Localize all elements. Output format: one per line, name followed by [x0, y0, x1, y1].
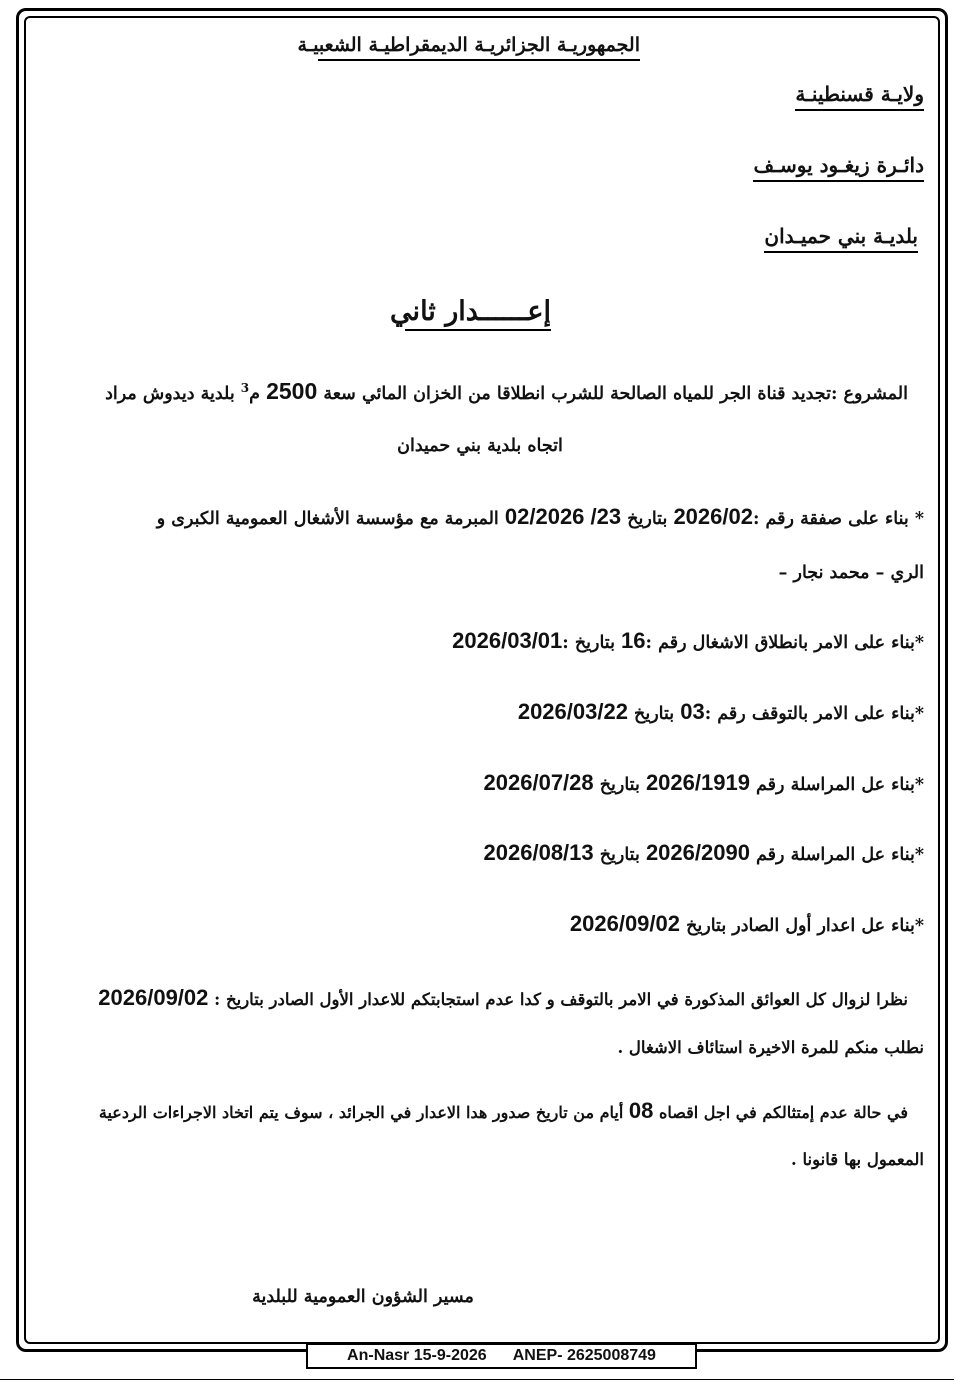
start-number: 16	[621, 628, 646, 653]
notice-date: 2026/09/02	[569, 911, 680, 936]
footer-paper: An-Nasr 15-9-2026	[347, 1347, 487, 1364]
inner-border	[24, 16, 940, 1344]
stop-date: 2026/03/22	[517, 699, 628, 724]
stop-order-line	[518, 699, 924, 725]
corr1-date-label: بتاريخ	[599, 775, 640, 795]
corr2-prefix: *بناء عل المراسلة رقم	[756, 845, 924, 865]
deal-suffix: المبرمة مع مؤسسة الأشغال العمومية الكبرى و	[156, 509, 499, 529]
deal-line-2: الري – محمد نجار –	[778, 563, 924, 583]
wilaya-header: ولايـة قسنطينـة	[795, 82, 924, 111]
stop-prefix: *بناء على الامر بالتوقف رقم :	[704, 704, 924, 724]
para2-days: 08	[628, 1098, 654, 1123]
footer-rule	[0, 1379, 954, 1380]
notice-prefix: *بناء عل اعدار أول الصادر بتاريخ	[686, 916, 924, 936]
paragraph-2-line-2: المعمول بها قانونا .	[790, 1150, 924, 1169]
project-capacity: 2500	[266, 378, 318, 404]
commune-header: بلديـة بني حميـدان	[764, 224, 918, 253]
stop-date-label: بتاريخ	[634, 704, 675, 724]
project-line-1	[105, 378, 908, 405]
project-description: تجديد قناة الجر للمياه الصالحة للشرب انطلاقا من الخزان المائي سعة	[323, 384, 831, 404]
deal-date: 23/ 02/2026	[504, 504, 622, 529]
project-unit: م	[249, 384, 260, 404]
correspondence-1-line	[484, 770, 924, 796]
corr2-date-label: بتاريخ	[599, 845, 640, 865]
paragraph-1-line-2: نطلب منكم للمرة الاخيرة استائاف الاشغال .	[617, 1038, 924, 1057]
project-unit-sup: 3	[240, 381, 250, 396]
para1-date: 2026/09/02	[98, 985, 209, 1010]
corr2-number: 2026/2090	[645, 840, 750, 865]
daira-header: دائـرة زيغـود يوسـف	[753, 153, 924, 182]
para2-text-a: في حالة عدم إمتثالكم في اجل اقصاه	[658, 1103, 908, 1122]
footer-reference-box	[306, 1343, 697, 1369]
project-location: بلدية ديدوش مراد	[105, 384, 235, 404]
signature-title: مسير الشؤون العمومية للبلدية	[252, 1287, 474, 1307]
stop-number: 03	[680, 699, 705, 724]
start-prefix: *بناء على الامر بانطلاق الاشغال رقم :	[645, 633, 924, 653]
start-date: 2026/03/01	[452, 628, 563, 653]
corr1-number: 2026/1919	[645, 770, 750, 795]
corr1-date: 2026/07/28	[483, 770, 594, 795]
corr1-prefix: *بناء عل المراسلة رقم	[756, 775, 924, 795]
project-label: المشروع :	[830, 384, 908, 404]
first-notice-line	[570, 911, 924, 937]
correspondence-2-line	[484, 840, 924, 866]
para2-text-b: أيام من تاريخ صدور هدا الاعدار في الجرائد ، سوف يتم اتخاد الاجراءات الردعية	[98, 1103, 624, 1122]
paragraph-2-line-1	[99, 1098, 908, 1124]
start-order-line	[452, 628, 924, 654]
project-line-2: اتجاه بلدية بني حميدان	[397, 436, 563, 456]
paragraph-1-line-1	[98, 985, 908, 1011]
footer-anep: ANEP- 2625008749	[512, 1347, 656, 1364]
deal-number: 2026/02	[673, 504, 753, 529]
corr2-date: 2026/08/13	[483, 840, 594, 865]
deal-prefix: * بناء على صفقة رقم :	[752, 509, 924, 529]
republic-header: الجمهوريـة الجزائريـة الديمقراطيـة الشعبيـة	[318, 34, 640, 61]
document-title: إعــــــدار ثاني	[405, 296, 551, 331]
start-date-label: بتاريخ :	[562, 633, 615, 653]
deal-date-label: بتاريخ	[627, 509, 668, 529]
deal-line-1	[157, 504, 924, 530]
para1-text: نظرا لزوال كل العوائق المذكورة في الامر بالتوقف و كدا عدم استجابتكم للاعدار الأول الصادر بتاريخ :	[214, 990, 908, 1009]
